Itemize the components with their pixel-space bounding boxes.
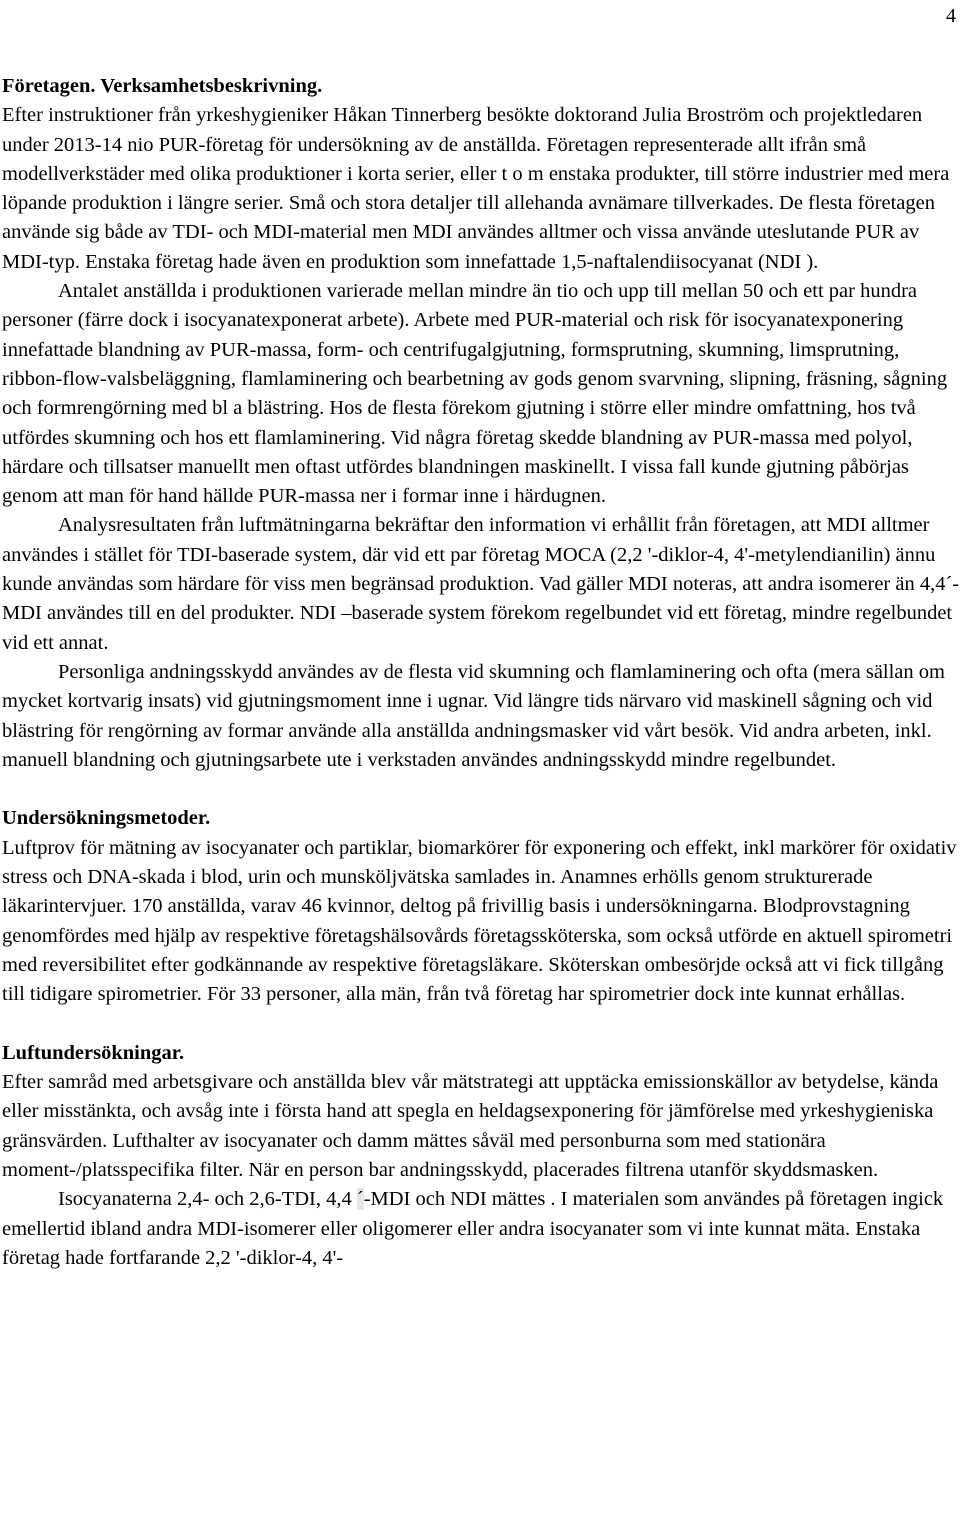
section-heading: Undersökningsmetoder. [2,807,211,830]
page-number: 4 [946,5,956,27]
section-undersokningsmetoder [2,804,960,1009]
text-run: -MDI och NDI mättes . I materialen som användes på företagen ingick emellertid ibland andra MDI-isomerer eller oligomerer eller andra isocyanater som vi inte kunnat mäta. Enstaka företag hade fortfarande 2,2 '-diklor-4, 4'- [2,1188,944,1269]
text-run: Isocyanaterna 2,4- och 2,6-TDI, 4,4 [58,1188,352,1211]
highlighted-glyph: ´ [356,1188,364,1211]
paragraph: Efter instruktioner från yrkeshygieniker Håkan Tinnerberg besökte doktorand Julia Broström och projektledaren under 2013-14 nio PUR-företag för undersökning av de anställda. Företagen representerade allt ifrån små modellverkstäder med olika produktioner i korta serier, eller t o m enstaka produkter, till större industrier med mera löpande produktion i längre serier. Små och stora detaljer till allehanda avnämare tillverkades. De flesta företagen använde sig både av TDI- och MDI-material men MDI användes alltmer och vissa använde uteslutande PUR av MDI-typ. Enstaka företag hade även en produktion som innefattade 1,5-naftalendiisocyanat (NDI ). [2,104,950,273]
document-body [2,72,960,1273]
paragraph: Efter samråd med arbetsgivare och anställda blev vår mätstrategi att upptäcka emissionskällor av betydelse, kända eller misstänkta, och avsåg inte i första hand att spegla en heldagsexponering för jämförelse med yrkeshygieniska gränsvärden. Lufthalter av isocyanater och damm mättes såväl med personburna som med stationära moment-/platsspecifika filter. När en person bar andningsskydd, placerades filtrena utanför skyddsmasken. [2,1071,939,1181]
paragraph: Antalet anställda i produktionen varierade mellan mindre än tio och upp till mellan 50 och ett par hundra personer (färre dock i isocyanatexponerat arbete). Arbete med PUR-material och risk för isocyanatexponering innefattade blandning av PUR-massa, form- och centrifugalgjutning, formsprutning, skumning, limsprutning, ribbon-flow-valsbeläggning, flamlaminering och bearbetning av gods genom svarvning, slipning, fräsning, sågning och formrengörning med bl a blästring. Hos de flesta förekom gjutning i större eller mindre omfattning, hos två utfördes skumning och hos ett flamlaminering. Vid några företag skedde blandning av PUR-massa med polyol, härdare och tillsatser manuellt men oftast utfördes blandningen maskinellt. I vissa fall kunde gjutning påbörjas genom att man för hand hällde PUR-massa ner i formar inne i härdugnen. [2,280,948,508]
paragraph: Analysresultaten från luftmätningarna bekräftar den information vi erhållit från företagen, att MDI alltmer användes i stället för TDI-baserade system, där vid ett par företag MOCA (2,2 '-diklor-4, 4'-metylendianilin) ännu kunde användas som härdare för viss men begränsad produktion. Vad gäller MDI noteras, att andra isomerer än 4,4´-MDI användes till en del produkter. NDI –baserade system förekom regelbundet vid ett företag, mindre regelbundet vid ett annat. [2,514,960,654]
section-luftundersokningar [2,1039,960,1273]
section-heading: Luftundersökningar. [2,1041,185,1064]
section-heading: Företagen. Verksamhetsbeskrivning. [2,75,323,97]
section-spacer [2,775,960,804]
paragraph: Personliga andningsskydd användes av de flesta vid skumning och flamlaminering och ofta (mera sällan om mycket kortvarig insats) vid gjutningsmoment inne i ugnar. Vid längre tids närvaro vid maskinell sågning och vid blästring för rengörning av formar använde alla anställda andningsmasker vid vårt besök. Vid andra arbeten, inkl. manuell blandning och gjutningsarbete ute i verkstaden användes andningsskydd mindre regelbundet. [2,660,945,771]
section-foretagen [2,72,960,775]
section-spacer [2,1010,960,1039]
paragraph [2,1185,960,1273]
paragraph: Luftprov för mätning av isocyanater och partiklar, biomarkörer för exponering och effekt, inkl markörer för oxidativ stress och DNA-skada i blod, urin och munsköljvätska samlades in. Anamnes erhölls genom strukturerade läkarintervjuer. 170 anställda, varav 46 kvinnor, deltog på frivillig basis i undersökningarna. Blodprovstagning genomfördes med hjälp av respektive företagshälsovårds företagssköterska, som också utförde en aktuell spirometri med reversibilitet efter godkännande av respektive företagsläkare. Sköterskan ombesörjde också att vi fick tillgång till tidigare spirometrier. För 33 personer, alla män, från två företag har spirometrier dock inte kunnat erhållas. [2,836,957,1006]
